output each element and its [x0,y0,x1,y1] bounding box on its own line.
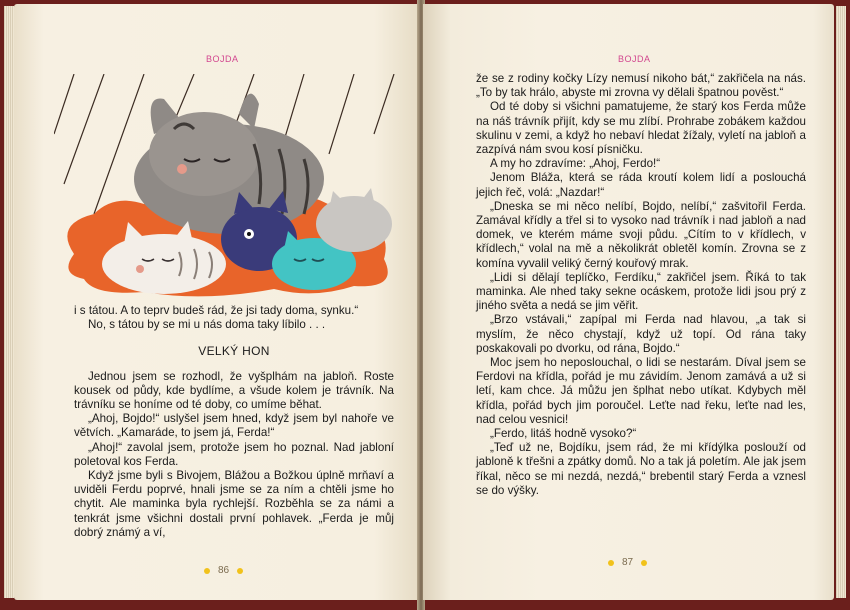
page-number: 86 [218,565,230,576]
page-number-right [608,557,647,568]
right-page [423,4,834,600]
paragraph: „Dneska se mi něco nelíbí, Bojdo, nelíbí,“ zašvitořil Ferda. Zamával křídly a třel si to vysoko nad trávník i nad jabloň a nad domek, ve kterém máme svoji půdu. „Cítím to v křídlech, v křídlech,“ volal na mě a několikrát obletěl komín. Zrovna se z komína vyvalil veliký černý kouřový mrak. [476,199,806,270]
cat-family-illustration [54,74,412,304]
paragraph: Moc jsem ho neposlouchal, o lidi se nestarám. Díval jsem se Ferdovi na křídla, pořád je mu závidím. Jenom zamává a už si letí, kam chce. Já můžu jen šplhat nebo utíkat. Kdybych měl křídla, pořád bych jim poroučel. Leťte nad řeku, leťte nad les, nad celou vesnici! [476,356,806,426]
paragraph: „Teď už ne, Bojdíku, jsem rád, že mi křídýlka poslouží od jabloně k třešni a zpátky domů. No a tak já poletím. Ale jak jsem říkal, něco se mi nezdá, nezdá,“ brebentil starý Ferda a vznesl se do výšky. [476,441,806,497]
mother-cat-head [149,112,259,196]
paragraph: i s tátou. A to teprv budeš rád, že jsi tady doma, synku.“ [74,304,359,317]
paragraph: „Brzo vstávali,“ zapípal mi Ferda nad hlavou, „a tak si myslím, že něco chystají, když už topí. Od rána taky poskakovali po dvorku, od rána, Bojdo.“ [476,313,806,355]
folio-dot [608,560,614,566]
paragraph: Jenom Bláža, která se ráda kroutí kolem lidí a poslouchá jejich řeč, volá: „Nazdar!“ [476,171,806,199]
page-number: 87 [622,557,634,568]
paragraph: Od té doby si všichni pamatujeme, že starý kos Ferda může na náš trávník přijít, kdy se mu zlíbí. Prohrabe zobákem každou skulinu v zemi, a když ho nebaví hledat žížaly, vyletí na jabloň a zazpívá nám svou kosí písničku. [476,100,806,157]
folio-dot [641,560,647,566]
chapter-title: VELKÝ HON [198,344,270,359]
right-page-edges [836,6,846,598]
grey-kitten [316,196,392,252]
mother-cat-cheek [177,164,187,174]
paragraph: „Ahoj, Bojdo!“ uslyšel jsem hned, když jsem byl nahoře ve větvích. „Kamaráde, to jsem já, Ferda!“ [74,412,394,440]
left-page [14,4,419,600]
left-page-text [74,304,394,540]
page-number-left [204,565,243,576]
paragraph: No, s tátou by se mi u nás doma taky líbilo . . . [88,318,326,332]
white-kitten [102,234,226,294]
paragraph: „Ahoj!“ zavolal jsem, protože jsem ho poznal. Nad jabloní poletoval kos Ferda. [74,440,394,468]
left-page-edges [4,6,14,598]
paragraph: Jednou jsem se rozhodl, že vyšplhám na jabloň. Roste kousek od půdy, kde bydlíme, a všude kolem je trávník. Na trávníku se honíme od té doby, co umíme běhat. [74,369,394,412]
paragraph: Když jsme byli s Bivojem, Blážou a Božkou úplně mrňaví a uviděli Ferdu poprvé, hnali jsme se za ním a chtěli jsme ho chytit. Ale maminka byla rychlejší. Rozběhla se za námi a tenkrát jsme všichni dostali první pohlavek. „Ferda je můj dobrý známý a ví, [74,469,394,539]
paragraph: A my ho zdravíme: „Ahoj, Ferdo!“ [490,157,661,171]
running-header-left: BOJDA [206,54,239,64]
paragraph: „Lidi si dělají teplíčko, Ferdíku,“ zakřičel jsem. Říká to tak maminka. Ale nhed taky sekne ocáskem, protože lidi jsou prý z jiného světa a nedá se jim věřit. [476,270,806,313]
running-header-right: BOJDA [618,54,651,64]
right-page-text [476,72,806,498]
folio-dot [237,568,243,574]
folio-dot [204,568,210,574]
paragraph: že se z rodiny kočky Lízy nemusí nikoho bát,“ zakřičela na nás. „To by tak hrálo, abyste mi zrovna vy dělali špatnou pověst.“ [476,72,806,100]
paragraph: „Ferdo, litáš hodně vysoko?“ [490,427,637,441]
